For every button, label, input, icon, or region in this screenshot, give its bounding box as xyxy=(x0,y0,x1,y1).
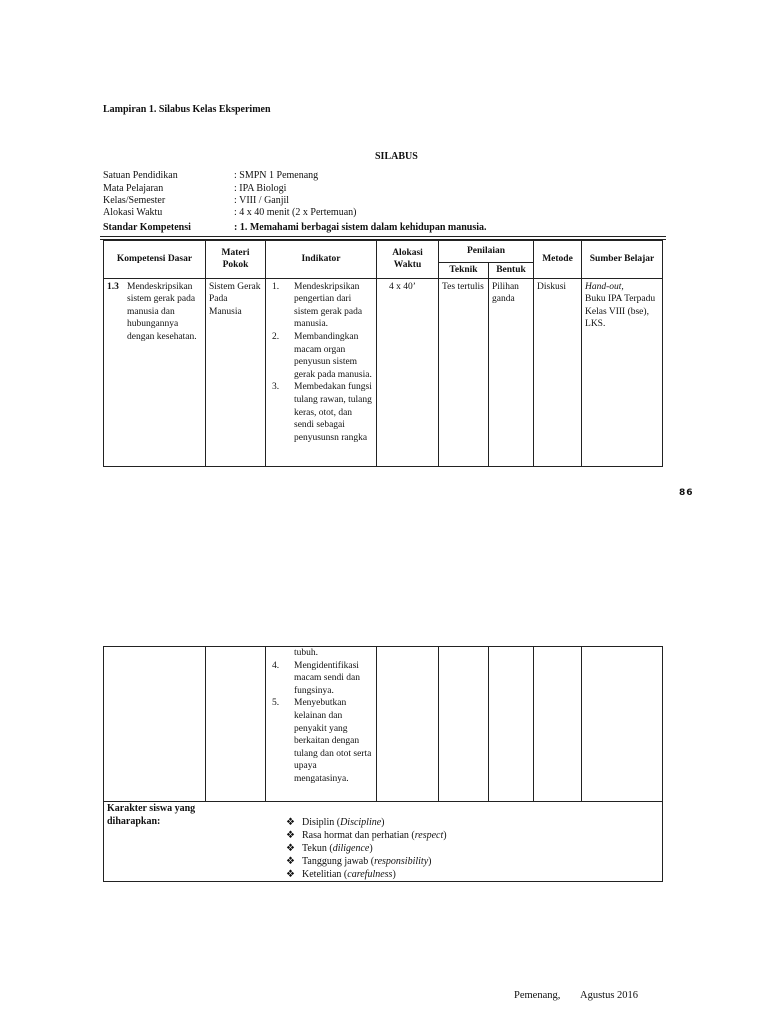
sumber-italic: Hand-out, xyxy=(585,281,624,292)
divider xyxy=(100,236,666,237)
identity-value: : SMPN 1 Pemenang xyxy=(234,170,319,181)
list-item: ❖ Rasa hormat dan perhatian ( respect ) xyxy=(286,830,447,841)
header-materi: Materi Pokok xyxy=(206,241,266,279)
header-indikator: Indikator xyxy=(266,241,377,279)
header-bentuk: Bentuk xyxy=(489,263,534,279)
karakter-list xyxy=(286,816,447,881)
identity-value: : 4 x 40 menit (2 x Pertemuan) xyxy=(234,207,357,218)
appendix-caption: Lampiran 1. Silabus Kelas Eksperimen xyxy=(103,104,271,115)
header-penilaian: Penilaian xyxy=(439,241,534,263)
signature-place: Pemenang, xyxy=(514,990,561,1001)
bentuk-cell: Pilihan ganda xyxy=(489,278,534,466)
list-item: 2. Membandingkan macam organ penyusun sistem gerak pada manusia. xyxy=(272,331,372,380)
identity-label: Mata Pelajaran xyxy=(103,183,164,194)
header-row xyxy=(104,241,663,263)
list-item: ❖ Ketelitian ( carefulness ) xyxy=(286,869,396,880)
materi-cell: Sistem Gerak Pada Manusia xyxy=(206,278,266,466)
list-item: 1. Mendeskripsikan pengertian dari sistem gerak pada manusia. xyxy=(272,281,363,330)
list-item: 5. Menyebutkan kelainan dan penyakit yang berkaitan dengan tulang dan otot serta upaya mengatasinya. xyxy=(272,698,372,784)
teknik-cell: Tes tertulis xyxy=(439,278,489,466)
kd-text: Mendeskripsikan sistem gerak pada manusia dan hubungannya dengan kesehatan. xyxy=(127,281,197,342)
diamond-bullet-icon: ❖ xyxy=(286,869,295,880)
page-title: SILABUS xyxy=(375,151,418,162)
indikator-cell xyxy=(266,278,377,466)
list-item: ❖ Tanggung jawab ( responsibility ) xyxy=(286,856,432,867)
signature-date: Agustus 2016 xyxy=(580,990,639,1001)
table-row xyxy=(104,647,663,802)
indikator-continuation: tubuh. xyxy=(294,648,319,658)
indikator-cell xyxy=(266,647,377,802)
identity-value: : VIII / Ganjil xyxy=(234,195,290,206)
list-item: ❖ Disiplin ( Discipline ) xyxy=(286,817,385,828)
identity-label: Satuan Pendidikan xyxy=(103,170,178,181)
diamond-bullet-icon: ❖ xyxy=(286,856,295,867)
standar-value: : 1. Memahami berbagai sistem dalam kehidupan manusia. xyxy=(234,222,487,233)
identity-value: : IPA Biologi xyxy=(234,183,287,194)
sumber-cell xyxy=(582,278,663,466)
metode-cell: Diskusi xyxy=(534,278,582,466)
standar-label: Standar Kompetensi xyxy=(103,222,191,233)
identity-label: Kelas/Semester xyxy=(103,195,166,206)
sumber-text: Buku IPA Terpadu Kelas VIII (bse), LKS. xyxy=(585,294,656,330)
table-row xyxy=(104,278,663,466)
header-kd: Kompetensi Dasar xyxy=(104,241,206,279)
page-number: 86 xyxy=(679,488,694,498)
diamond-bullet-icon: ❖ xyxy=(286,843,295,854)
list-item: 3. Membedakan fungsi tulang rawan, tulang keras, otot, dan sendi sebagai penyusunsn rangka xyxy=(272,382,372,443)
indikator-list xyxy=(269,660,373,786)
indikator-list xyxy=(269,281,373,445)
diamond-bullet-icon: ❖ xyxy=(286,830,295,841)
diamond-bullet-icon: ❖ xyxy=(286,817,295,828)
kd-number: 1.3 xyxy=(107,281,119,292)
alokasi-cell: 4 x 40’ xyxy=(377,278,439,466)
syllabus-table xyxy=(103,240,663,467)
header-teknik: Teknik xyxy=(439,263,489,279)
header-alokasi: Alokasi Waktu xyxy=(377,241,439,279)
header-metode: Metode xyxy=(534,241,582,279)
header-sumber: Sumber Belajar xyxy=(582,241,663,279)
list-item: 4. Mengidentifikasi macam sendi dan fungsinya. xyxy=(272,660,360,696)
list-item: ❖ Tekun ( diligence ) xyxy=(286,843,373,854)
karakter-label: Karakter siswa yang diharapkan: xyxy=(107,803,196,827)
kd-cell xyxy=(104,278,206,466)
identity-label: Alokasi Waktu xyxy=(103,207,163,218)
